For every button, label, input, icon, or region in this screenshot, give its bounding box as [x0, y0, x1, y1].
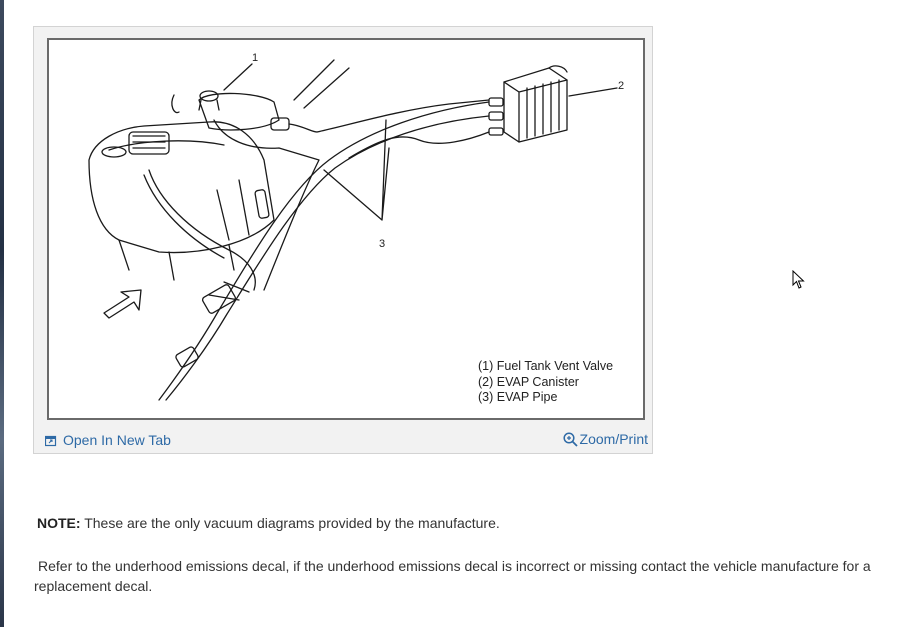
window-edge	[0, 0, 4, 627]
callout-3: 3	[379, 238, 386, 250]
zoom-print-label: Zoom/Print	[579, 431, 648, 447]
note-line	[37, 515, 500, 531]
callout-2: 2	[618, 80, 625, 92]
decal-paragraph: Refer to the underhood emissions decal, if the underhood emissions decal is incorrect or missing contact the vehicle manufacture for a replacement decal.	[34, 558, 871, 594]
open-in-new-tab-label: Open In New Tab	[63, 432, 171, 448]
mouse-pointer-icon	[792, 270, 806, 290]
figure-container	[33, 26, 653, 454]
open-in-new-tab-link[interactable]	[45, 432, 171, 448]
zoom-print-link[interactable]	[563, 431, 648, 447]
external-tab-icon	[45, 434, 57, 446]
magnifier-plus-icon	[563, 432, 578, 447]
note-text: These are the only vacuum diagrams provided by the manufacture.	[80, 515, 500, 531]
legend-item: (2) EVAP Canister	[478, 374, 579, 389]
figure-actions	[34, 427, 652, 451]
diagram-legend	[478, 359, 613, 406]
legend-item: (1) Fuel Tank Vent Valve	[478, 359, 614, 373]
callout-1: 1	[252, 52, 259, 64]
legend-item: (3) EVAP Pipe	[478, 390, 558, 404]
evap-diagram[interactable]	[47, 38, 645, 420]
note-label: NOTE:	[37, 515, 81, 531]
